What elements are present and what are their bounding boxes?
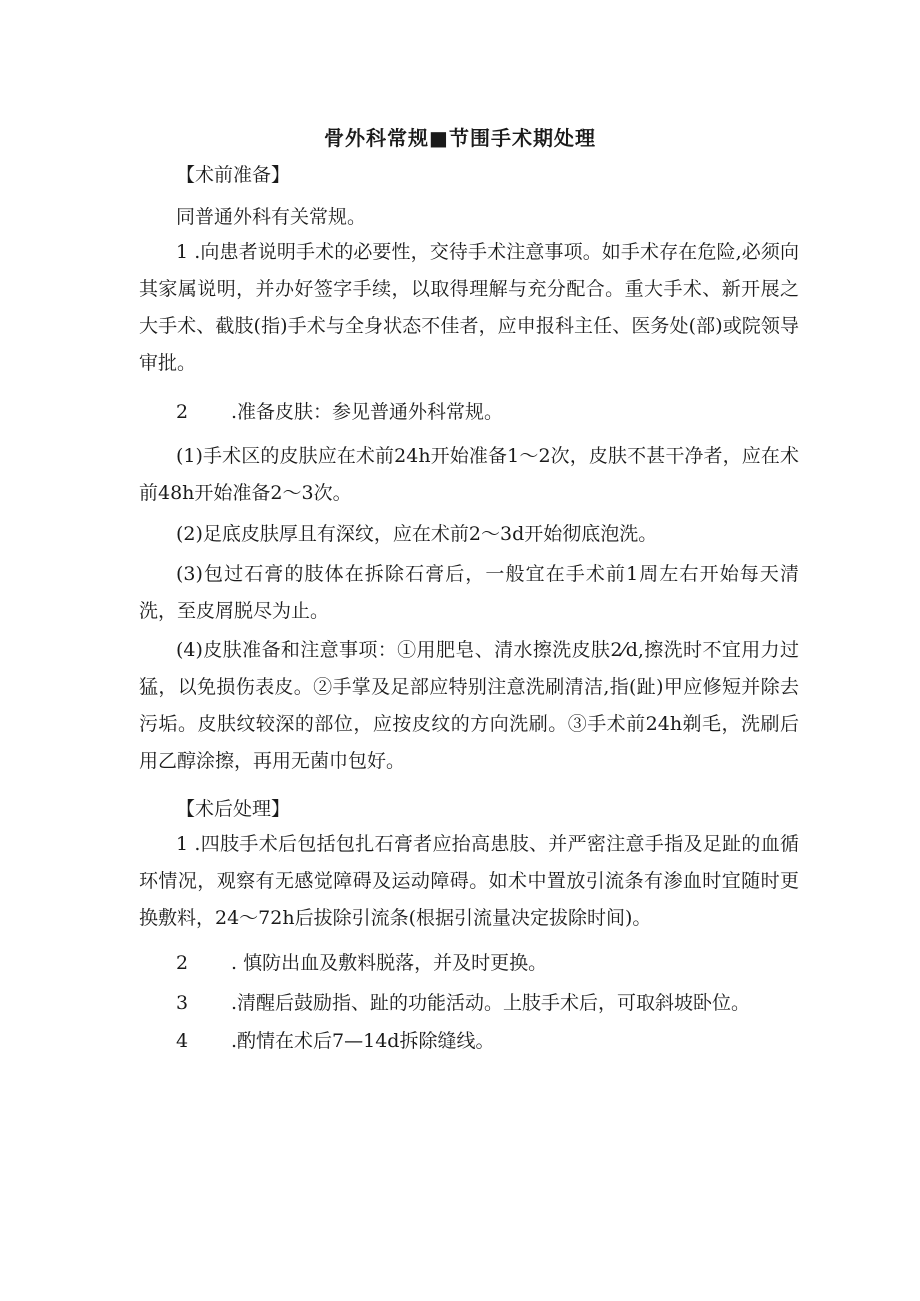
item-text: .酌情在术后7—14d拆除缝线。	[231, 1030, 495, 1052]
pre-op-heading: 【术前准备】	[176, 164, 291, 186]
pre-op-intro: 同普通外科有关常规。	[176, 206, 367, 228]
post-op-item-2	[176, 948, 547, 975]
item-number: 2	[176, 952, 189, 974]
pre-op-sub-1: (1)手术区的皮肤应在术前24h开始准备1～2次，皮肤不甚干净者，应在术前48h开始准备2～3次。	[139, 445, 799, 504]
post-op-item-3	[176, 988, 750, 1015]
pre-op-sub-3: (3)包过石膏的肢体在拆除石膏后，一般宜在手术前1周左右开始每天清洗，至皮屑脱尽为止。	[139, 563, 799, 622]
post-op-item-1: 1 .四肢手术后包括包扎石膏者应抬高患肢、并严密注意手指及足趾的血循环情况，观察有无感觉障碍及运动障碍。如术中置放引流条有渗血时宜随时更换敷料，24～72h后拔除引流条(根据引流量决定拔除时间)。	[139, 833, 799, 929]
item-number: 2	[176, 401, 189, 423]
pre-op-sub-4: (4)皮肤准备和注意事项：①用肥皂、清水擦洗皮肤2⁄d,擦洗时不宜用力过猛，以免损伤表皮。②手掌及足部应特别注意洗刷清洁,指(趾)甲应修短并除去污垢。皮肤纹较深的部位，应按皮纹的方向洗刷。③手术前24h剃毛，洗刷后用乙醇涂擦，再用无菌巾包好。	[139, 639, 799, 772]
item-number: 4	[176, 1030, 189, 1052]
pre-op-sub-2: (2)足底皮肤厚且有深纹，应在术前2～3d开始彻底泡洗。	[176, 523, 658, 545]
document-title: 骨外科常规■节围手术期处理	[324, 126, 596, 150]
item-number: 3	[176, 992, 189, 1014]
pre-op-item-1: 1 .向患者说明手术的必要性，交待手术注意事项。如手术存在危险,必须向其家属说明，并办好签字手续，以取得理解与充分配合。重大手术、新开展之大手术、截肢(指)手术与全身状态不佳者，应申报科主任、医务处(部)或院领导审批。	[139, 241, 799, 374]
item-text: . 慎防出血及敷料脱落，并及时更换。	[231, 952, 548, 974]
item-text: .清醒后鼓励指、趾的功能活动。上肢手术后，可取斜坡卧位。	[231, 992, 751, 1014]
post-op-heading: 【术后处理】	[176, 798, 291, 820]
pre-op-item-2	[176, 397, 503, 424]
post-op-item-4	[176, 1026, 494, 1053]
item-text: .准备皮肤：参见普通外科常规。	[231, 401, 504, 423]
